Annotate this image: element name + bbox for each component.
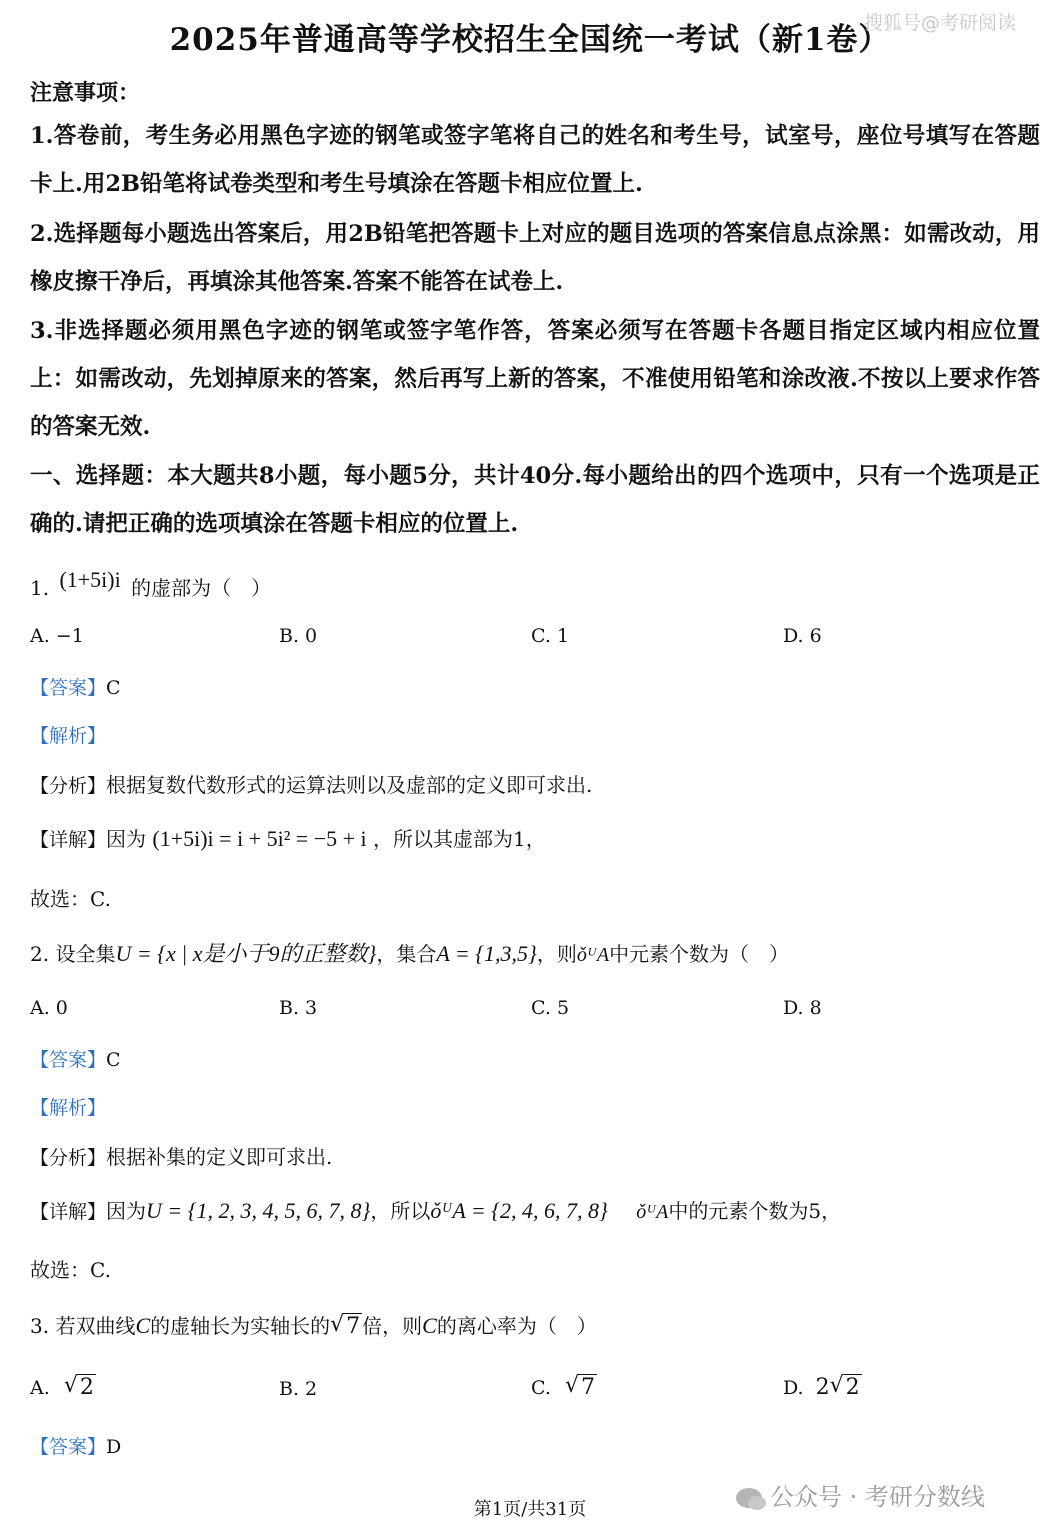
- question-number: 2.: [30, 942, 50, 966]
- notice-heading: 注意事项：: [30, 80, 141, 106]
- answer-value: C: [106, 1049, 121, 1071]
- question-text: 若双曲线: [55, 1314, 136, 1338]
- complement: ǒᵁA: [576, 944, 610, 966]
- conclusion: 故选：C.: [30, 1258, 111, 1282]
- option-b: B. 0: [279, 625, 318, 647]
- detail-expression: (1+5i)i = i + 5i² = −5 + i: [152, 826, 367, 851]
- reason-label: 【分析】: [30, 775, 107, 797]
- notice-item-3: 3.非选择题必须用黑色字迹的钢笔或签字笔作答，答案必须写在答题卡各题目指定区域内相应位置上：如需改动，先划掉原来的答案，然后再写上新的答案，不准使用铅笔和涂改液.不按以上要求作答的答案无效.: [30, 318, 1040, 440]
- option-a: A. 0: [30, 997, 68, 1019]
- detail-pre: 因为: [106, 827, 147, 851]
- analysis-label: 【解析】: [30, 725, 107, 747]
- detail-post: 中的元素个数为5，: [668, 1199, 842, 1223]
- option-c: C. 1: [531, 625, 570, 647]
- watermark-bottom: 公众号 · 考研分数线: [736, 1477, 985, 1512]
- notice-item-2: 2.选择题每小题选出答案后，用2B铅笔把答题卡上对应的题目选项的答案信息点涂黑：如需改动，用橡皮擦干净后，再填涂其他答案.答案不能答在试卷上.: [30, 221, 1040, 295]
- question-expression: (1+5i)i: [59, 567, 121, 592]
- var-c: C: [135, 1313, 151, 1338]
- option-d: D. 6: [783, 625, 822, 647]
- answer-line: [30, 1432, 121, 1459]
- page-title: 2025年普通高等学校招生全国统一考试（新1卷）: [169, 22, 891, 58]
- answer-label: 【答案】: [30, 1436, 107, 1458]
- option-a: A. √ 2: [30, 1375, 96, 1400]
- answer-line: [30, 1045, 121, 1072]
- detail-complement: ǒᵁA = {2, 4, 6, 7, 8}: [430, 1198, 608, 1223]
- sqrt-expression: √ 2: [830, 1375, 862, 1400]
- set-u: U = {x | x是小于9的正整数}: [115, 941, 377, 966]
- sqrt-expression: √ 7: [330, 1314, 362, 1339]
- option-d: D. 2√ 2: [783, 1375, 862, 1400]
- reason-label: 【分析】: [30, 1147, 107, 1169]
- question-text: 设全集: [55, 942, 116, 966]
- conclusion: 故选：C.: [30, 887, 111, 911]
- detail-label: 【详解】: [30, 1201, 107, 1223]
- detail-post: ，所以其虚部为1，: [373, 827, 546, 851]
- notice-item-1: 1.答卷前，考生务必用黑色字迹的钢笔或签字笔将自己的姓名和考生号，试室号，座位号填写在答题卡上.用2B铅笔将试卷类型和考生号填涂在答题卡相应位置上.: [30, 123, 1040, 197]
- detail-mid: ，所以: [370, 1199, 431, 1223]
- reason-text: 根据补集的定义即可求出.: [106, 1145, 333, 1169]
- reason-text: 根据复数代数形式的运算法则以及虚部的定义即可求出.: [106, 773, 593, 797]
- question-2: [30, 937, 789, 968]
- option-b: B. 2: [279, 1378, 318, 1400]
- question-text: 倍，则: [362, 1314, 423, 1338]
- detail-pre: 因为: [106, 1199, 147, 1223]
- set-a: A = {1,3,5}: [436, 941, 537, 966]
- option-a: A. −1: [30, 625, 84, 647]
- option-c: C. √ 7: [531, 1375, 597, 1400]
- watermark-top: 搜狐号@考研阅读: [864, 12, 1017, 34]
- question-text: 的离心率为（ ）: [436, 1314, 597, 1338]
- question-1: [30, 567, 272, 601]
- question-text: 中元素个数为（ ）: [609, 942, 790, 966]
- answer-label: 【答案】: [30, 677, 107, 699]
- page-number: 第1页/共31页: [473, 1499, 587, 1520]
- question-text: ，则: [536, 942, 577, 966]
- option-b: B. 3: [279, 997, 318, 1019]
- detail-label: 【详解】: [30, 829, 107, 851]
- question-text: 的虚部为（ ）: [131, 576, 272, 600]
- sqrt-expression: √ 2: [64, 1375, 96, 1400]
- answer-value: C: [106, 677, 121, 699]
- detail-tail-complement: ǒᵁA: [636, 1201, 669, 1223]
- detail-set-u: U = {1, 2, 3, 4, 5, 6, 7, 8}: [146, 1198, 371, 1223]
- question-number: 3.: [30, 1314, 50, 1338]
- section-heading: 一、选择题：本大题共8小题，每小题5分，共计40分.每小题给出的四个选项中，只有一个选项是正确的.请把正确的选项填涂在答题卡相应的位置上.: [30, 463, 1040, 537]
- answer-label: 【答案】: [30, 1049, 107, 1071]
- question-text: ，集合: [376, 942, 437, 966]
- question-number: 1.: [30, 576, 50, 600]
- answer-line: [30, 673, 121, 700]
- analysis-label: 【解析】: [30, 1097, 107, 1119]
- detail-line: [30, 1195, 841, 1224]
- detail-line: [30, 823, 546, 852]
- question-text: 的虚轴长为实轴长的: [150, 1314, 331, 1338]
- reason-line: [30, 769, 592, 798]
- sqrt-expression: √ 7: [565, 1375, 597, 1400]
- reason-line: [30, 1141, 332, 1170]
- option-c: C. 5: [531, 997, 570, 1019]
- option-d: D. 8: [783, 997, 822, 1019]
- answer-value: D: [106, 1436, 122, 1458]
- question-3: [30, 1310, 597, 1339]
- var-c: C: [422, 1313, 437, 1338]
